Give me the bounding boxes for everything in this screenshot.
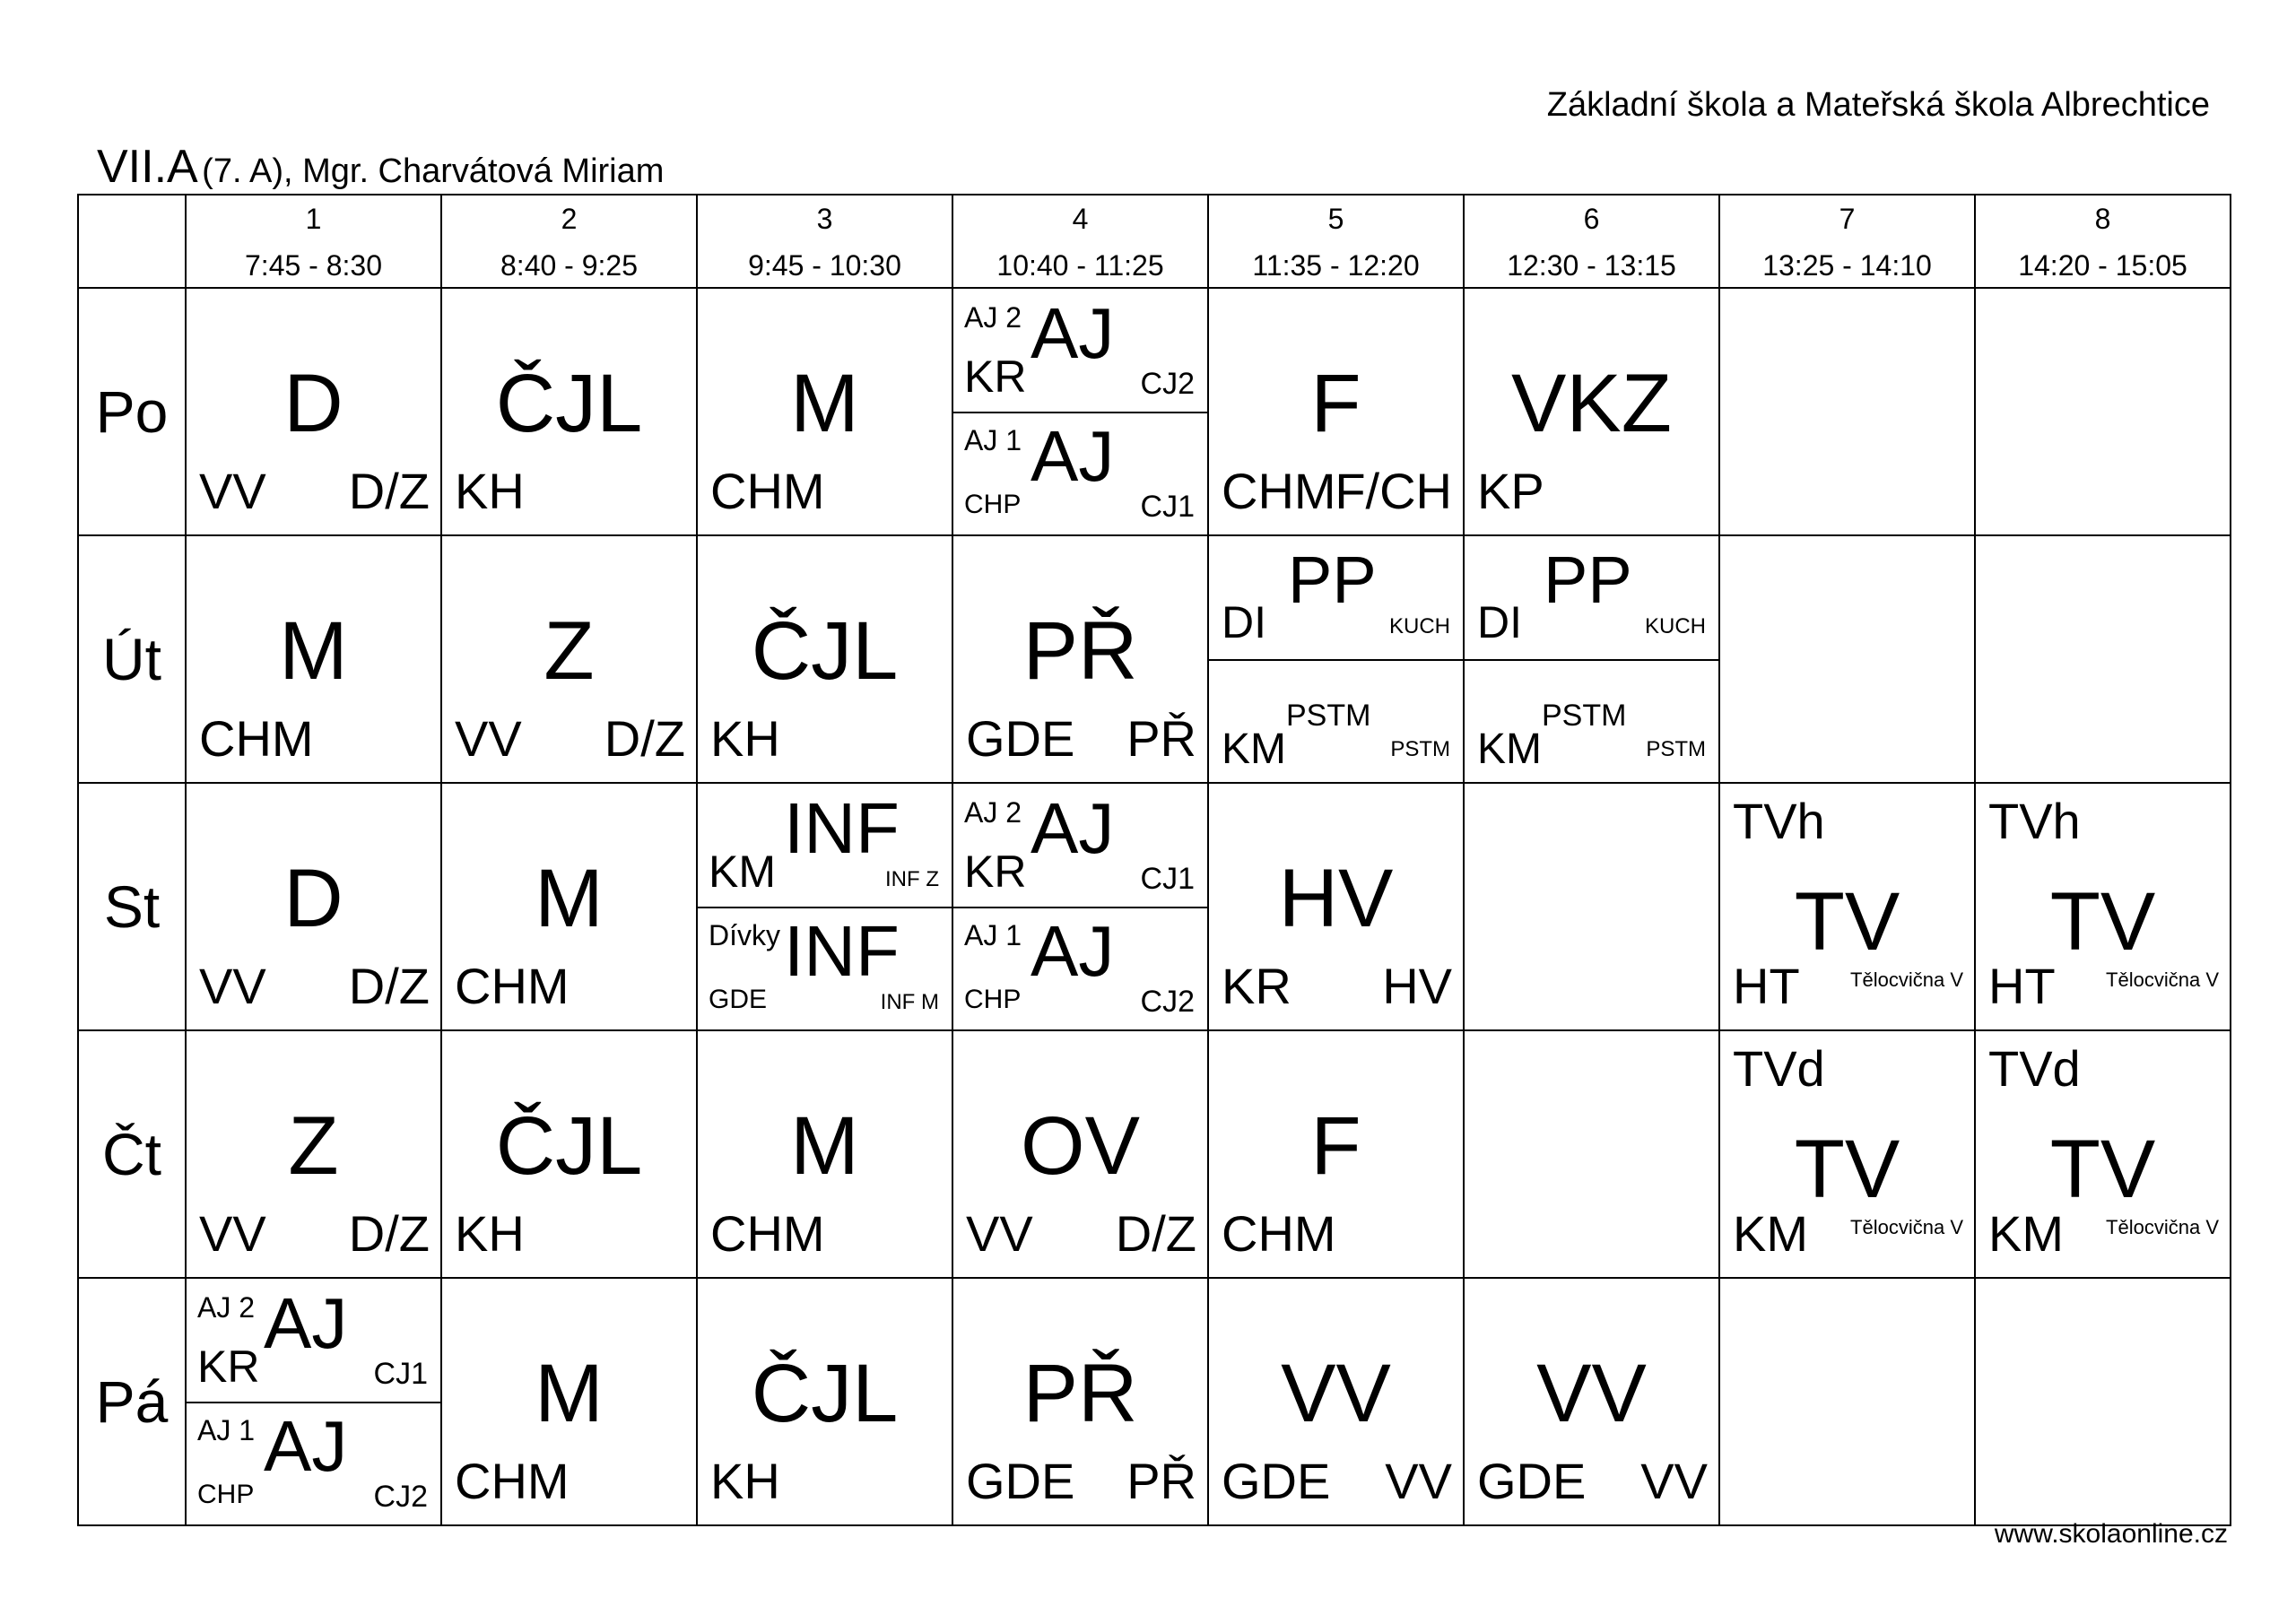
lesson-teacher: CHP bbox=[197, 1480, 255, 1509]
lesson-content bbox=[698, 1279, 952, 1524]
header-row bbox=[78, 195, 2231, 288]
period-header bbox=[1975, 195, 2231, 288]
lesson-room: F/CH bbox=[1335, 463, 1452, 519]
lesson-subject: F bbox=[1310, 1100, 1361, 1192]
empty-cell bbox=[1719, 1278, 1975, 1525]
period-time: 12:30 - 13:15 bbox=[1507, 249, 1676, 282]
lesson-group: TVd bbox=[1733, 1040, 1825, 1097]
lesson-cell[interactable] bbox=[186, 288, 441, 535]
day-name: Po bbox=[95, 378, 169, 445]
lesson-subject: ČJL bbox=[495, 1100, 643, 1192]
period-number: 7 bbox=[1839, 203, 1856, 235]
period-number: 1 bbox=[305, 203, 322, 235]
lesson-half-bottom[interactable] bbox=[698, 907, 952, 1029]
lesson-room: INF M bbox=[880, 990, 939, 1014]
lesson-group: AJ 1 bbox=[964, 424, 1022, 456]
lesson-cell[interactable] bbox=[441, 1278, 697, 1525]
lesson-subject: ČJL bbox=[751, 605, 899, 697]
lesson-cell[interactable] bbox=[1719, 1030, 1975, 1278]
lesson-cell[interactable] bbox=[952, 1030, 1208, 1278]
lesson-cell[interactable] bbox=[441, 535, 697, 783]
lesson-room: Tělocvična V bbox=[1850, 1216, 1963, 1238]
period-number: 8 bbox=[2094, 203, 2111, 235]
lesson-group: TVh bbox=[1988, 793, 2081, 849]
lesson-subject: PŘ bbox=[1022, 605, 1138, 697]
lesson-group: AJ 1 bbox=[964, 919, 1022, 951]
lesson-teacher: GDE bbox=[966, 710, 1075, 767]
lesson-cell[interactable] bbox=[441, 1030, 697, 1278]
lesson-teacher: KR bbox=[1222, 958, 1292, 1014]
lesson-teacher: CHM bbox=[1222, 463, 1336, 519]
lesson-subject: M bbox=[790, 358, 859, 449]
lesson-group: TVh bbox=[1733, 793, 1825, 849]
lesson-cell[interactable] bbox=[697, 288, 952, 535]
lesson-subject: TV bbox=[1794, 876, 1900, 968]
lesson-subject: PSTM bbox=[1286, 699, 1371, 733]
lesson-content bbox=[1720, 784, 1974, 1029]
class-name: VII.A bbox=[97, 141, 198, 193]
lesson-subject: INF bbox=[784, 911, 900, 991]
lesson-subject: VV bbox=[1536, 1348, 1647, 1439]
period-time: 8:40 - 9:25 bbox=[500, 249, 638, 282]
empty-cell bbox=[1975, 288, 2231, 535]
lesson-subject: VKZ bbox=[1511, 358, 1672, 449]
lesson-teacher: HT bbox=[1733, 958, 1800, 1014]
lesson-cell[interactable] bbox=[697, 783, 952, 1030]
lesson-room: Tělocvična V bbox=[2106, 968, 2219, 991]
day-cell bbox=[78, 288, 186, 535]
lesson-content bbox=[698, 289, 952, 534]
lesson-content bbox=[953, 1279, 1207, 1524]
lesson-teacher: KM bbox=[1222, 725, 1286, 773]
lesson-cell[interactable] bbox=[952, 783, 1208, 1030]
lesson-cell[interactable] bbox=[1208, 1030, 1464, 1278]
lesson-teacher: VV bbox=[455, 710, 522, 767]
day-row bbox=[78, 1278, 2231, 1525]
lesson-subject: AJ bbox=[1031, 911, 1115, 991]
lesson-teacher: KR bbox=[964, 847, 1027, 897]
lesson-cell[interactable] bbox=[186, 783, 441, 1030]
lesson-subject: TV bbox=[2049, 876, 2156, 968]
day-row bbox=[78, 535, 2231, 783]
lesson-subject: M bbox=[279, 605, 348, 697]
lesson-teacher: KM bbox=[1988, 1205, 2064, 1262]
lesson-subject: D bbox=[283, 853, 344, 944]
lesson-subject: INF bbox=[784, 788, 900, 868]
lesson-half-top[interactable] bbox=[1465, 536, 1718, 661]
period-number: 3 bbox=[816, 203, 833, 235]
lesson-content bbox=[1976, 784, 2230, 1029]
lesson-teacher: DI bbox=[1222, 597, 1266, 647]
class-detail: (7. A), Mgr. Charvátová Miriam bbox=[202, 152, 665, 190]
day-cell bbox=[78, 1030, 186, 1278]
lesson-teacher: VV bbox=[199, 463, 266, 519]
lesson-room: D/Z bbox=[348, 463, 430, 519]
lesson-group: AJ 2 bbox=[197, 1291, 256, 1324]
lesson-teacher: KH bbox=[455, 1205, 525, 1262]
lesson-content bbox=[1465, 289, 1718, 534]
period-header bbox=[697, 195, 952, 288]
lesson-half-bottom[interactable] bbox=[953, 907, 1207, 1029]
day-name: Pá bbox=[95, 1368, 169, 1435]
lesson-subject: F bbox=[1310, 358, 1361, 449]
lesson-subject: PŘ bbox=[1022, 1348, 1138, 1439]
lesson-teacher: KR bbox=[964, 352, 1027, 402]
class-heading bbox=[97, 140, 664, 194]
period-header bbox=[1208, 195, 1464, 288]
day-cell bbox=[78, 783, 186, 1030]
lesson-teacher: KM bbox=[1733, 1205, 1808, 1262]
lesson-subject: AJ bbox=[264, 1406, 348, 1486]
lesson-teacher: HT bbox=[1988, 958, 2056, 1014]
day-row bbox=[78, 1030, 2231, 1278]
lesson-content bbox=[442, 536, 696, 782]
lesson-subject: M bbox=[535, 853, 604, 944]
lesson-cell[interactable] bbox=[1719, 783, 1975, 1030]
period-header bbox=[441, 195, 697, 288]
lesson-subject: OV bbox=[1021, 1100, 1140, 1192]
lesson-teacher: GDE bbox=[709, 985, 768, 1014]
period-time: 10:40 - 11:25 bbox=[996, 249, 1164, 282]
lesson-content bbox=[698, 1031, 952, 1277]
lesson-subject: PP bbox=[1544, 543, 1632, 617]
lesson-room: CJ2 bbox=[373, 1480, 428, 1514]
lesson-content bbox=[1465, 1279, 1718, 1524]
period-time: 9:45 - 10:30 bbox=[748, 249, 901, 282]
lesson-group: AJ 2 bbox=[964, 301, 1022, 334]
lesson-content bbox=[1209, 1279, 1463, 1524]
period-number: 4 bbox=[1072, 203, 1089, 235]
lesson-room: Tělocvična V bbox=[1850, 968, 1963, 991]
lesson-content bbox=[698, 536, 952, 782]
day-cell bbox=[78, 1278, 186, 1525]
lesson-room: KUCH bbox=[1388, 614, 1450, 638]
lesson-subject: AJ bbox=[1031, 293, 1115, 373]
lesson-room: CJ1 bbox=[1140, 862, 1195, 896]
lesson-content bbox=[1720, 1031, 1974, 1277]
lesson-subject: TV bbox=[1794, 1124, 1900, 1215]
lesson-content bbox=[442, 784, 696, 1029]
lesson-subject: ČJL bbox=[495, 358, 643, 449]
lesson-teacher: CHM bbox=[710, 1205, 825, 1262]
period-time: 13:25 - 14:10 bbox=[1762, 249, 1932, 282]
day-cell bbox=[78, 535, 186, 783]
empty-cell bbox=[1975, 535, 2231, 783]
lesson-room: D/Z bbox=[1115, 1205, 1196, 1262]
lesson-subject: AJ bbox=[1031, 788, 1115, 868]
lesson-subject: M bbox=[790, 1100, 859, 1192]
lesson-teacher: CHP bbox=[964, 490, 1022, 519]
lesson-cell[interactable] bbox=[186, 1030, 441, 1278]
lesson-teacher: KM bbox=[709, 847, 776, 897]
day-name: Út bbox=[102, 626, 161, 692]
lesson-half-top[interactable] bbox=[698, 784, 952, 908]
lesson-content bbox=[953, 1031, 1207, 1277]
lesson-content bbox=[187, 1031, 440, 1277]
lesson-teacher: KP bbox=[1477, 463, 1544, 519]
lesson-cell[interactable] bbox=[697, 1278, 952, 1525]
lesson-teacher: KH bbox=[710, 1453, 780, 1509]
period-header bbox=[186, 195, 441, 288]
lesson-room: CJ2 bbox=[1140, 367, 1195, 401]
empty-cell bbox=[1464, 1030, 1719, 1278]
lesson-half-top[interactable] bbox=[1209, 536, 1463, 661]
lesson-room: PŘ bbox=[1126, 1453, 1196, 1509]
lesson-teacher: CHM bbox=[455, 1453, 570, 1509]
lesson-subject: PP bbox=[1288, 543, 1377, 617]
day-row bbox=[78, 288, 2231, 535]
footer-link[interactable]: www.skolaonline.cz bbox=[1994, 1519, 2228, 1549]
lesson-teacher: KR bbox=[197, 1342, 260, 1392]
lesson-subject: AJ bbox=[1031, 416, 1115, 496]
period-number: 5 bbox=[1327, 203, 1344, 235]
lesson-half-bottom[interactable] bbox=[1465, 659, 1718, 782]
period-number: 2 bbox=[561, 203, 578, 235]
lesson-subject: ČJL bbox=[751, 1348, 899, 1439]
lesson-teacher: KH bbox=[455, 463, 525, 519]
lesson-cell[interactable] bbox=[1464, 288, 1719, 535]
period-header bbox=[952, 195, 1208, 288]
period-time: 7:45 - 8:30 bbox=[245, 249, 382, 282]
lesson-teacher: VV bbox=[199, 958, 266, 1014]
lesson-content bbox=[187, 784, 440, 1029]
period-header bbox=[1719, 195, 1975, 288]
lesson-teacher: GDE bbox=[1222, 1453, 1331, 1509]
lesson-subject: AJ bbox=[264, 1283, 348, 1363]
lesson-teacher: CHM bbox=[455, 958, 570, 1014]
lesson-half-bottom[interactable] bbox=[953, 412, 1207, 534]
lesson-cell[interactable] bbox=[1464, 1278, 1719, 1525]
period-time: 14:20 - 15:05 bbox=[2018, 249, 2187, 282]
period-time: 11:35 - 12:20 bbox=[1252, 249, 1420, 282]
lesson-cell[interactable] bbox=[186, 1278, 441, 1525]
lesson-content bbox=[953, 536, 1207, 782]
period-number: 6 bbox=[1583, 203, 1600, 235]
lesson-content bbox=[442, 1279, 696, 1524]
lesson-cell[interactable] bbox=[952, 288, 1208, 535]
lesson-content bbox=[187, 289, 440, 534]
school-name: Základní škola a Mateřská škola Albrechtice bbox=[1546, 86, 2210, 124]
lesson-cell[interactable] bbox=[441, 288, 697, 535]
lesson-content bbox=[1209, 784, 1463, 1029]
lesson-cell[interactable] bbox=[1208, 1278, 1464, 1525]
empty-cell bbox=[1975, 1278, 2231, 1525]
lesson-group: AJ 1 bbox=[197, 1414, 256, 1446]
lesson-half-bottom[interactable] bbox=[1209, 659, 1463, 782]
lesson-cell[interactable] bbox=[1208, 535, 1464, 783]
lesson-subject: D bbox=[283, 358, 344, 449]
empty-cell bbox=[1719, 535, 1975, 783]
lesson-content bbox=[442, 289, 696, 534]
lesson-half-top[interactable] bbox=[187, 1279, 440, 1403]
lesson-room: CJ1 bbox=[1140, 490, 1195, 524]
empty-cell bbox=[1464, 783, 1719, 1030]
lesson-teacher: DI bbox=[1477, 597, 1522, 647]
lesson-teacher: CHP bbox=[964, 985, 1022, 1014]
lesson-half-top[interactable] bbox=[953, 784, 1207, 908]
lesson-cell[interactable] bbox=[697, 1030, 952, 1278]
lesson-teacher: CHM bbox=[710, 463, 825, 519]
lesson-half-bottom[interactable] bbox=[187, 1402, 440, 1524]
lesson-room: PSTM bbox=[1390, 737, 1450, 761]
lesson-group: TVd bbox=[1988, 1040, 2081, 1097]
lesson-room: CJ2 bbox=[1140, 985, 1195, 1019]
lesson-teacher: CHM bbox=[1222, 1205, 1336, 1262]
lesson-teacher: GDE bbox=[966, 1453, 1075, 1509]
lesson-room: KUCH bbox=[1644, 614, 1706, 638]
lesson-cell[interactable] bbox=[1464, 535, 1719, 783]
lesson-subject: M bbox=[535, 1348, 604, 1439]
lesson-cell[interactable] bbox=[1208, 783, 1464, 1030]
day-name: St bbox=[103, 873, 161, 940]
lesson-subject: VV bbox=[1281, 1348, 1391, 1439]
lesson-cell[interactable] bbox=[1208, 288, 1464, 535]
lesson-room: PSTM bbox=[1646, 737, 1706, 761]
lesson-content bbox=[187, 536, 440, 782]
lesson-cell[interactable] bbox=[697, 535, 952, 783]
lesson-cell[interactable] bbox=[952, 535, 1208, 783]
corner-cell bbox=[78, 195, 186, 288]
lesson-room: INF Z bbox=[885, 867, 939, 891]
period-header bbox=[1464, 195, 1719, 288]
lesson-subject: HV bbox=[1278, 853, 1394, 944]
lesson-teacher: VV bbox=[966, 1205, 1033, 1262]
lesson-group: AJ 2 bbox=[964, 796, 1022, 829]
lesson-teacher: KH bbox=[710, 710, 780, 767]
lesson-room: Tělocvična V bbox=[2106, 1216, 2219, 1238]
lesson-content bbox=[1209, 1031, 1463, 1277]
lesson-content bbox=[1209, 289, 1463, 534]
lesson-cell[interactable] bbox=[952, 1278, 1208, 1525]
lesson-content bbox=[442, 1031, 696, 1277]
lesson-subject: Z bbox=[544, 605, 595, 697]
lesson-subject: TV bbox=[2049, 1124, 2156, 1215]
lesson-room: HV bbox=[1382, 958, 1452, 1014]
lesson-cell[interactable] bbox=[1975, 783, 2231, 1030]
lesson-cell[interactable] bbox=[1975, 1030, 2231, 1278]
timetable bbox=[77, 194, 2231, 1526]
lesson-teacher: GDE bbox=[1477, 1453, 1587, 1509]
lesson-room: VV bbox=[1385, 1453, 1452, 1509]
lesson-subject: PSTM bbox=[1542, 699, 1627, 733]
lesson-room: D/Z bbox=[348, 958, 430, 1014]
lesson-room: CJ1 bbox=[373, 1357, 428, 1391]
lesson-half-top[interactable] bbox=[953, 289, 1207, 413]
lesson-room: D/Z bbox=[604, 710, 685, 767]
lesson-cell[interactable] bbox=[186, 535, 441, 783]
lesson-teacher: VV bbox=[199, 1205, 266, 1262]
day-name: Čt bbox=[102, 1121, 161, 1187]
lesson-room: D/Z bbox=[348, 1205, 430, 1262]
lesson-room: VV bbox=[1640, 1453, 1708, 1509]
empty-cell bbox=[1719, 288, 1975, 535]
lesson-subject: Z bbox=[288, 1100, 339, 1192]
day-row bbox=[78, 783, 2231, 1030]
lesson-group: Dívky bbox=[709, 919, 780, 951]
lesson-content bbox=[1976, 1031, 2230, 1277]
lesson-cell[interactable] bbox=[441, 783, 697, 1030]
lesson-teacher: KM bbox=[1477, 725, 1542, 773]
lesson-teacher: CHM bbox=[199, 710, 314, 767]
lesson-room: PŘ bbox=[1126, 710, 1196, 767]
